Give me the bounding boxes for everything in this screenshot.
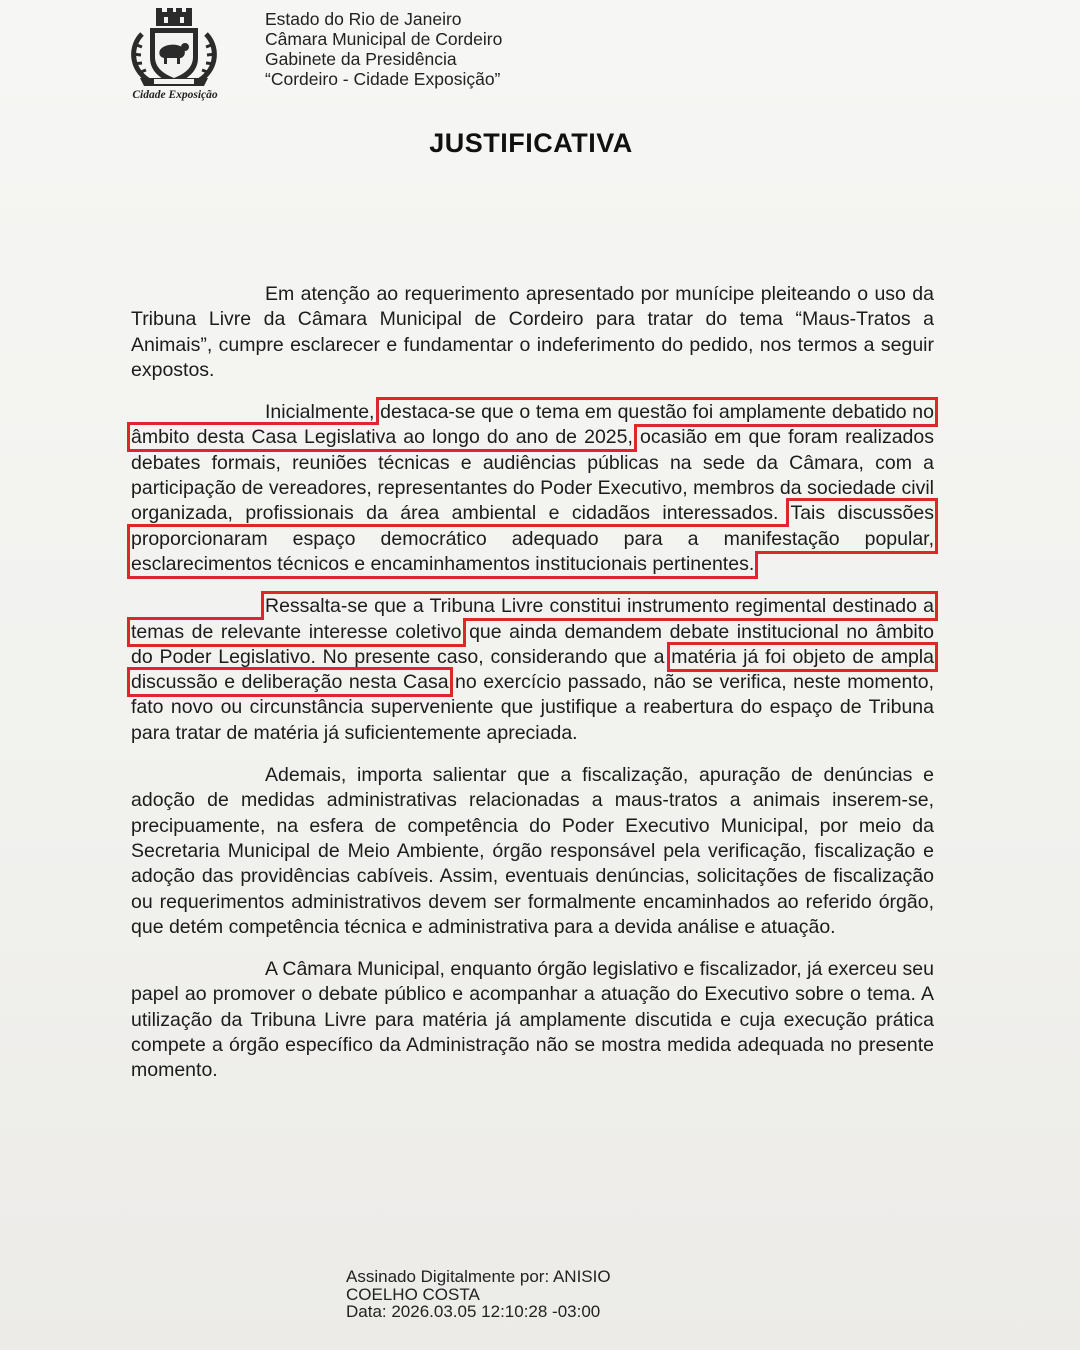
logo-caption: Cidade Exposição [132, 89, 218, 101]
paragraph-2 [131, 400, 934, 577]
digital-signature [346, 1268, 611, 1321]
paragraph-text: Inicialmente, [265, 401, 381, 424]
signature-signed-by: Assinado Digitalmente por: ANISIO [346, 1267, 611, 1286]
paragraph-5 [131, 957, 934, 1083]
letterhead [265, 9, 502, 89]
paragraph-1 [131, 282, 934, 383]
paragraph-text: no exercício passado, não se verifica, neste momento, fato novo ou circunstância superveniente que justifique a reabertura do espaço de Tribuna para tratar de matéria já suficientemente apreciada. [131, 671, 934, 744]
paragraph-text: Em atenção ao requerimento apresentado por munícipe pleiteando o uso da Tribuna Livre da Câmara Municipal de Cordeiro para tratar do tema “Maus-Tratos a Animais”, cumpre esclarecer e fundamentar o indeferimento do pedido, nos termos a seguir expostos. [131, 283, 934, 381]
highlighted-text: Tais discussões proporcionaram espaço democrático adequado para a manifestação popular, esclarecimentos técnicos e encaminhamentos institucionais pertinentes. [131, 502, 934, 575]
highlighted-text: destaca-se que o tema em questão foi amplamente debatido no âmbito desta Casa Legislativa ao longo do ano de 2025, [131, 401, 934, 449]
header-office: Gabinete da Presidência [265, 49, 457, 69]
document-title: JUSTIFICATIVA [429, 128, 633, 158]
highlighted-text: matéria já foi objeto de ampla discussão e deliberação nesta Casa [131, 645, 934, 694]
header-state: Estado do Rio de Janeiro [265, 9, 462, 29]
header-chamber: Câmara Municipal de Cordeiro [265, 29, 503, 49]
paragraph-text: Ademais, importa salientar que a fiscalização, apuração de denúncias e adoção de medidas administrativas relacionadas a maus-tratos a animais inserem-se, precipuamente, na esfera de competência do Poder Executivo Municipal, por meio da Secretaria Municipal de Meio Ambiente, órgão responsável pela verificação, fiscalização e adoção das providências cabíveis. Assim, eventuais denúncias, solicitações de fiscalização ou requerimentos administrativos devem ser formalmente encaminhados ao referido órgão, que detém competência técnica e administrativa para a devida análise e atuação. [131, 764, 934, 938]
highlighted-text: Ressalta-se que a Tribuna Livre constitui instrumento regimental destinado a temas de relevante interesse coletivo [131, 595, 934, 643]
signature-date: Data: 2026.03.05 12:10:28 -03:00 [346, 1302, 601, 1321]
paragraph-3 [131, 594, 934, 746]
signature-name: COELHO COSTA [346, 1284, 480, 1304]
paragraph-text: A Câmara Municipal, enquanto órgão legislativo e fiscalizador, já exerceu seu papel ao promover o debate público e acompanhar a atuação do Executivo sobre o tema. A utilização da Tribuna Livre para matéria já amplamente discutida e cuja execução prática compete a órgão específico da Administração não se mostra medida adequada no presente momento. [131, 958, 934, 1082]
paragraph-4 [131, 763, 934, 940]
header-motto: “Cordeiro - Cidade Exposição” [265, 69, 501, 89]
paragraph-text: ocasião em que foram realizados debates formais, reuniões técnicas e audiências públicas na sede da Câmara, com a participação de vereadores, representantes do Poder Executivo, membros da sociedade civil organizada, profissionais da área ambiental e cidadãos interessados. [131, 426, 934, 525]
paragraph-text: que ainda demandem debate institucional no âmbito do Poder Legislativo. No presente caso, considerando que a [131, 620, 935, 668]
document-body [131, 282, 934, 1101]
